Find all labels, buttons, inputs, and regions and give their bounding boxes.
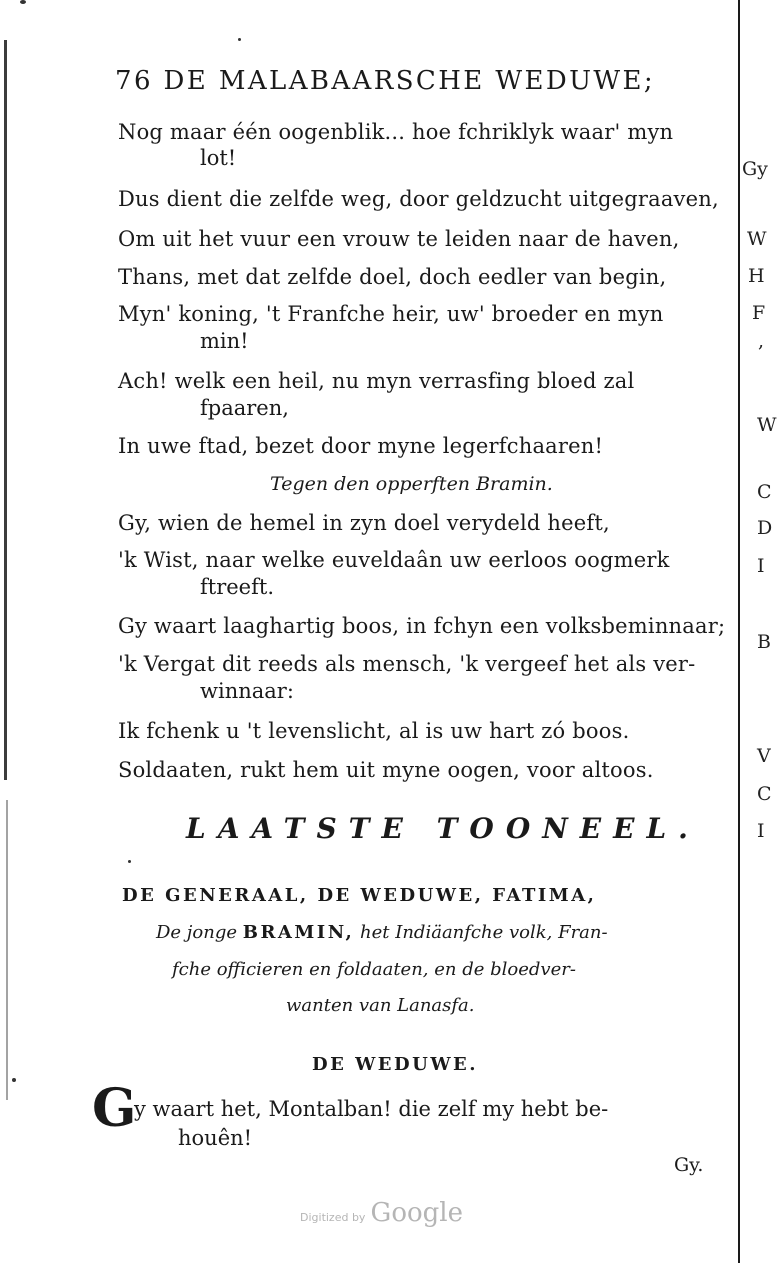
- adjacent-page-fragment: D: [757, 517, 773, 539]
- adjacent-page-fragment: H: [748, 265, 765, 287]
- cast-line: DE GENERAAL, DE WEDUWE, FATIMA,: [122, 885, 597, 906]
- verse-line: Thans, met dat zelfde doel, doch eedler van begin,: [118, 265, 667, 289]
- adjacent-page-fragment: W: [757, 414, 777, 436]
- cast-line: fche officieren en foldaaten, en de bloedver-: [172, 959, 576, 980]
- running-header: 76 DE MALABAARSCHE WEDUWE;: [115, 66, 656, 96]
- adjacent-page-fragment: W: [747, 228, 767, 250]
- cast-name: BRAMIN,: [242, 922, 355, 943]
- scan-speck: [238, 38, 241, 41]
- adjacent-page-fragment: ,: [758, 330, 765, 352]
- cast-line: [156, 922, 608, 943]
- adjacent-page-fragment: B: [757, 631, 771, 653]
- adjacent-page-fragment: I: [757, 555, 765, 577]
- verse-continuation: fpaaren,: [200, 396, 289, 420]
- adjacent-page-fragment: F: [752, 302, 766, 324]
- drop-cap: G: [92, 1078, 137, 1139]
- cast-line: wanten van Lanasfa.: [286, 995, 475, 1016]
- watermark-google-text: Google: [370, 1198, 463, 1228]
- left-page-edge-lower: [6, 800, 8, 1100]
- verse-line: 'k Wist, naar welke euveldaân uw eerloos oogmerk: [118, 548, 670, 572]
- adjacent-page-fragment: I: [757, 820, 765, 842]
- verse-line: Dus dient die zelfde weg, door geldzucht uitgegraaven,: [118, 187, 719, 211]
- adjacent-page-fragment: Gy: [742, 158, 768, 180]
- scene-title: LAATSTE TOONEEL.: [186, 812, 700, 845]
- verse-continuation: houên!: [178, 1126, 253, 1150]
- verse-line: Ach! welk een heil, nu myn verrasfing bloed zal: [118, 369, 635, 393]
- scan-speck: [12, 1078, 16, 1082]
- digitized-by-google-watermark: [300, 1198, 463, 1228]
- speaker-label: DE WEDUWE.: [312, 1054, 479, 1075]
- watermark-small-text: Digitized by: [300, 1211, 366, 1224]
- scan-speck: [20, 0, 26, 4]
- verse-line: Soldaaten, rukt hem uit myne oogen, voor altoos.: [118, 758, 654, 782]
- stage-direction: Tegen den opperften Bramin.: [270, 473, 553, 495]
- adjacent-page-fragment: V: [757, 745, 771, 767]
- verse-line: Gy waart laaghartig boos, in fchyn een volksbeminnaar;: [118, 614, 726, 638]
- verse-continuation: min!: [200, 329, 249, 353]
- verse-line: Gy, wien de hemel in zyn doel verydeld heeft,: [118, 511, 610, 535]
- scan-speck: [128, 860, 131, 863]
- right-page-divider: [738, 0, 740, 1263]
- catchword: Gy.: [674, 1154, 704, 1176]
- verse-line: 'k Vergat dit reeds als mensch, 'k vergeef het als ver-: [118, 652, 696, 676]
- verse-continuation: lot!: [200, 146, 237, 170]
- verse-line: Om uit het vuur een vrouw te leiden naar de haven,: [118, 227, 680, 251]
- verse-line: Nog maar één oogenblik... hoe fchriklyk waar' myn: [118, 120, 674, 144]
- verse-line: In uwe ftad, bezet door myne legerfchaaren!: [118, 434, 604, 458]
- adjacent-page-fragment: C: [757, 481, 772, 503]
- cast-text: het Indiäanfche volk, Fran-: [360, 922, 608, 943]
- verse-line: Myn' koning, 't Franfche heir, uw' broeder en myn: [118, 302, 664, 326]
- verse-line: Ik fchenk u 't levenslicht, al is uw hart zó boos.: [118, 719, 630, 743]
- adjacent-page-fragment: C: [757, 783, 772, 805]
- verse-continuation: winnaar:: [200, 679, 294, 703]
- verse-continuation: ftreeft.: [200, 575, 274, 599]
- left-page-edge: [4, 40, 7, 780]
- verse-line: y waart het, Montalban! die zelf my hebt be-: [134, 1097, 609, 1121]
- cast-text: De jonge: [156, 922, 237, 943]
